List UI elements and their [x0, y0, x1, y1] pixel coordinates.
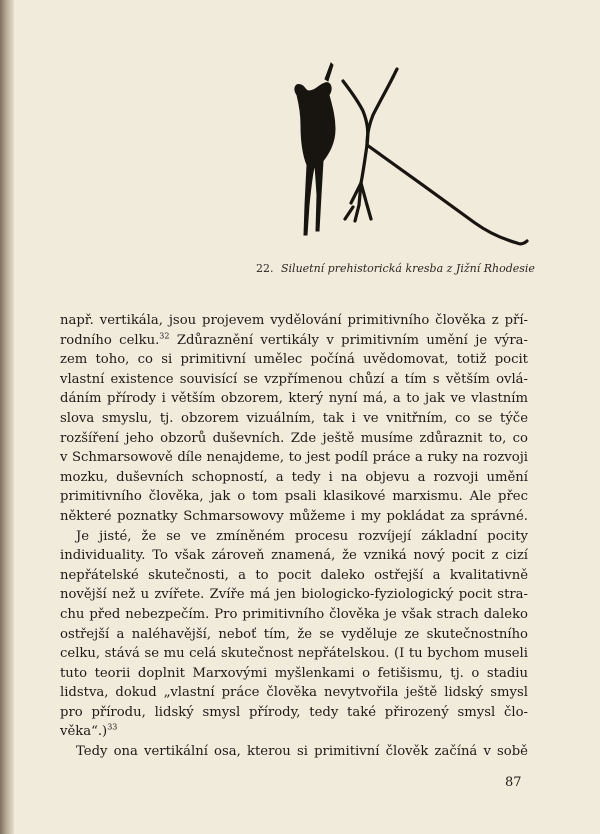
text-line: tuto teorii doplnit Marxovými myšlenkami o fetišismu, tj. o stadiu	[60, 665, 528, 681]
text-fragment: rodního celku.	[60, 332, 160, 348]
text-line: chu před nebezpečím. Pro primitivního člověka je však strach daleko	[60, 606, 528, 622]
text-line	[60, 331, 528, 351]
text-line: např. vertikála, jsou projevem vydělování primitivního člověka z pří-	[60, 313, 528, 328]
text-line: novější než u zvířete. Zvíře má jen biologicko-fyziologický pocit stra-	[60, 587, 528, 603]
text-line: primitivního člověka, jak o tom psali klasikové marxismu. Ale přec	[60, 489, 528, 505]
right-stick-figure	[343, 69, 527, 244]
left-silhouette-figure	[295, 63, 335, 235]
text-line: nepřátelské skutečnosti, a to pocit daleko ostřejší a kvalitativně	[60, 567, 528, 583]
text-line: individuality. To však zároveň znamená, že vzniká nový pocit z cizí	[60, 548, 528, 564]
text-line: v Schmarsowově díle nenajdeme, to jest podíl práce a ruky na rozvoji	[60, 450, 528, 466]
text-line: rozšíření jeho obzorů duševních. Zde ještě musíme zdůraznit to, co	[60, 430, 528, 446]
text-line: zem toho, co si primitivní umělec počíná uvědomovat, totiž pocit	[60, 352, 528, 368]
text-line: Je jisté, že se ve zmíněném procesu rozvíjejí základní pocity	[76, 528, 528, 544]
rock-drawing-figure	[275, 55, 535, 255]
text-line: slova smyslu, tj. obzorem vizuálním, tak i ve vnitřním, co se týče	[60, 410, 528, 426]
body-text	[60, 311, 528, 762]
text-line	[60, 722, 528, 742]
text-line: ostřejší a naléhavější, neboť tím, že se vyděluje ze skutečnostního	[60, 626, 528, 642]
text-line: mozku, duševních schopností, a tedy i na objevu a rozvoji umění	[60, 469, 528, 485]
paragraph-2	[60, 527, 528, 743]
figure-caption-text: Siluetní prehistorická kresba z Jižní Rhodesie	[281, 262, 535, 275]
figure-number: 22.	[256, 262, 274, 275]
footnote-ref-33: 33	[107, 723, 118, 733]
book-gutter-shadow	[0, 0, 14, 834]
text-line: pro přírodu, lidský smysl přírody, tedy také přirozený smysl člo-	[60, 704, 528, 720]
paragraph-3	[60, 742, 528, 762]
figure-caption	[256, 262, 536, 275]
paragraph-1	[60, 311, 528, 527]
text-line: Tedy ona vertikální osa, kterou si primitivní člověk začíná v sobě	[76, 744, 528, 760]
text-fragment: Zdůraznění vertikály v primitivním umění je výra-	[176, 332, 528, 348]
text-line: celku, stává se mu celá skutečnost nepřátelskou. (I tu bychom museli	[60, 646, 528, 662]
text-line: vlastní existence souvisící se vzpřímenou chůzí a tím s větším ovlá-	[60, 371, 528, 387]
text-line: lidstva, dokud „vlastní práce člověka nevytvořila ještě lidský smysl	[60, 685, 528, 701]
page-number: 87	[505, 775, 522, 790]
text-fragment: věka“.)	[60, 724, 108, 740]
text-line: dáním přírody i větším obzorem, který nyní má, a to jak ve vlastním	[60, 391, 528, 407]
footnote-ref-32: 32	[159, 331, 170, 341]
text-line: některé poznatky Schmarsowovy můžeme i my pokládat za správné.	[60, 508, 528, 524]
